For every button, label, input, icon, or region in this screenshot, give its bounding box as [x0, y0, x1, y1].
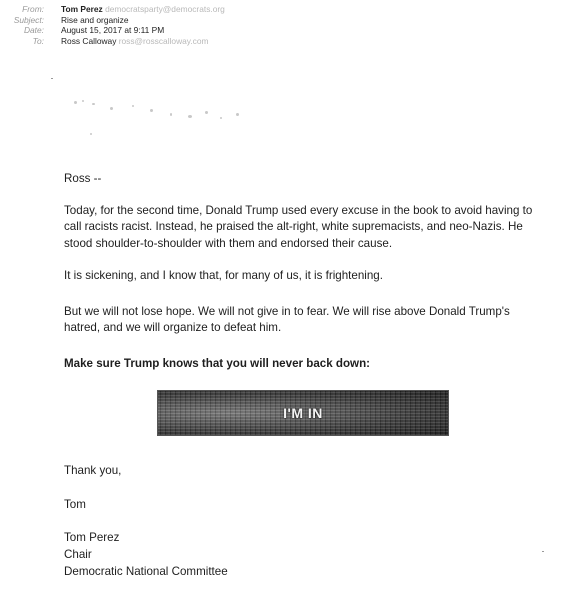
scan-speck — [188, 115, 192, 118]
scan-speck — [110, 107, 113, 110]
greeting: Ross -- — [64, 172, 102, 185]
scan-speck — [236, 113, 239, 116]
scan-speck — [90, 133, 92, 135]
paragraph-3-text: But we will not lose hope. We will not give in to fear. We will rise above Donald Trump's hatred, and we will organize to defeat him. — [64, 305, 510, 335]
closing: Thank you, — [64, 464, 122, 477]
scan-speck — [542, 551, 544, 552]
signature-name: Tom Perez — [64, 531, 120, 544]
scan-noise — [70, 95, 250, 145]
sender-address[interactable]: democratsparty@democrats.org — [105, 4, 225, 14]
from-row — [0, 4, 225, 15]
from-label: From: — [22, 4, 44, 14]
signature-org: Democratic National Committee — [64, 565, 228, 578]
paragraph-1 — [64, 203, 544, 252]
sender-name: Tom Perez — [61, 4, 103, 14]
scan-speck — [170, 113, 172, 116]
paragraph-1-text: Today, for the second time, Donald Trump used every excuse in the book to avoid having to call racists racist. Instead, he praised the alt-right, white supremacists, and neo-Nazis. He stood shoulder-to-shoulder with them and endorsed their cause. — [64, 204, 533, 250]
email-header — [0, 4, 225, 46]
date-value: August 15, 2017 at 9:11 PM — [61, 25, 165, 35]
to-label: To: — [32, 35, 44, 46]
im-in-button[interactable] — [157, 390, 449, 436]
scan-speck — [220, 117, 222, 119]
subject-label: Subject: — [13, 14, 44, 25]
im-in-button-label: I'M IN — [283, 405, 323, 421]
recipient-address[interactable]: ross@rosscalloway.com — [118, 35, 209, 46]
scan-speck — [205, 111, 208, 114]
paragraph-2-text: It is sickening, and I know that, for many of us, it is frightening. — [64, 269, 383, 282]
scan-speck — [82, 100, 84, 102]
recipient-name: Ross Calloway — [61, 35, 117, 46]
scan-speck — [132, 105, 134, 107]
date-label: Date: — [23, 25, 44, 35]
callout: Make sure Trump knows that you will never back down: — [64, 357, 371, 370]
subject-value: Rise and organize — [61, 14, 129, 25]
scan-speck — [150, 109, 153, 112]
subject-row — [0, 15, 225, 26]
scan-speck — [51, 78, 53, 79]
scan-speck — [92, 103, 95, 105]
scan-speck — [74, 101, 77, 104]
signoff-name: Tom — [64, 498, 86, 511]
date-row — [0, 25, 225, 36]
paragraph-2 — [64, 268, 544, 284]
to-row — [0, 36, 225, 47]
paragraph-3 — [64, 304, 544, 337]
signature-title: Chair — [64, 548, 92, 561]
